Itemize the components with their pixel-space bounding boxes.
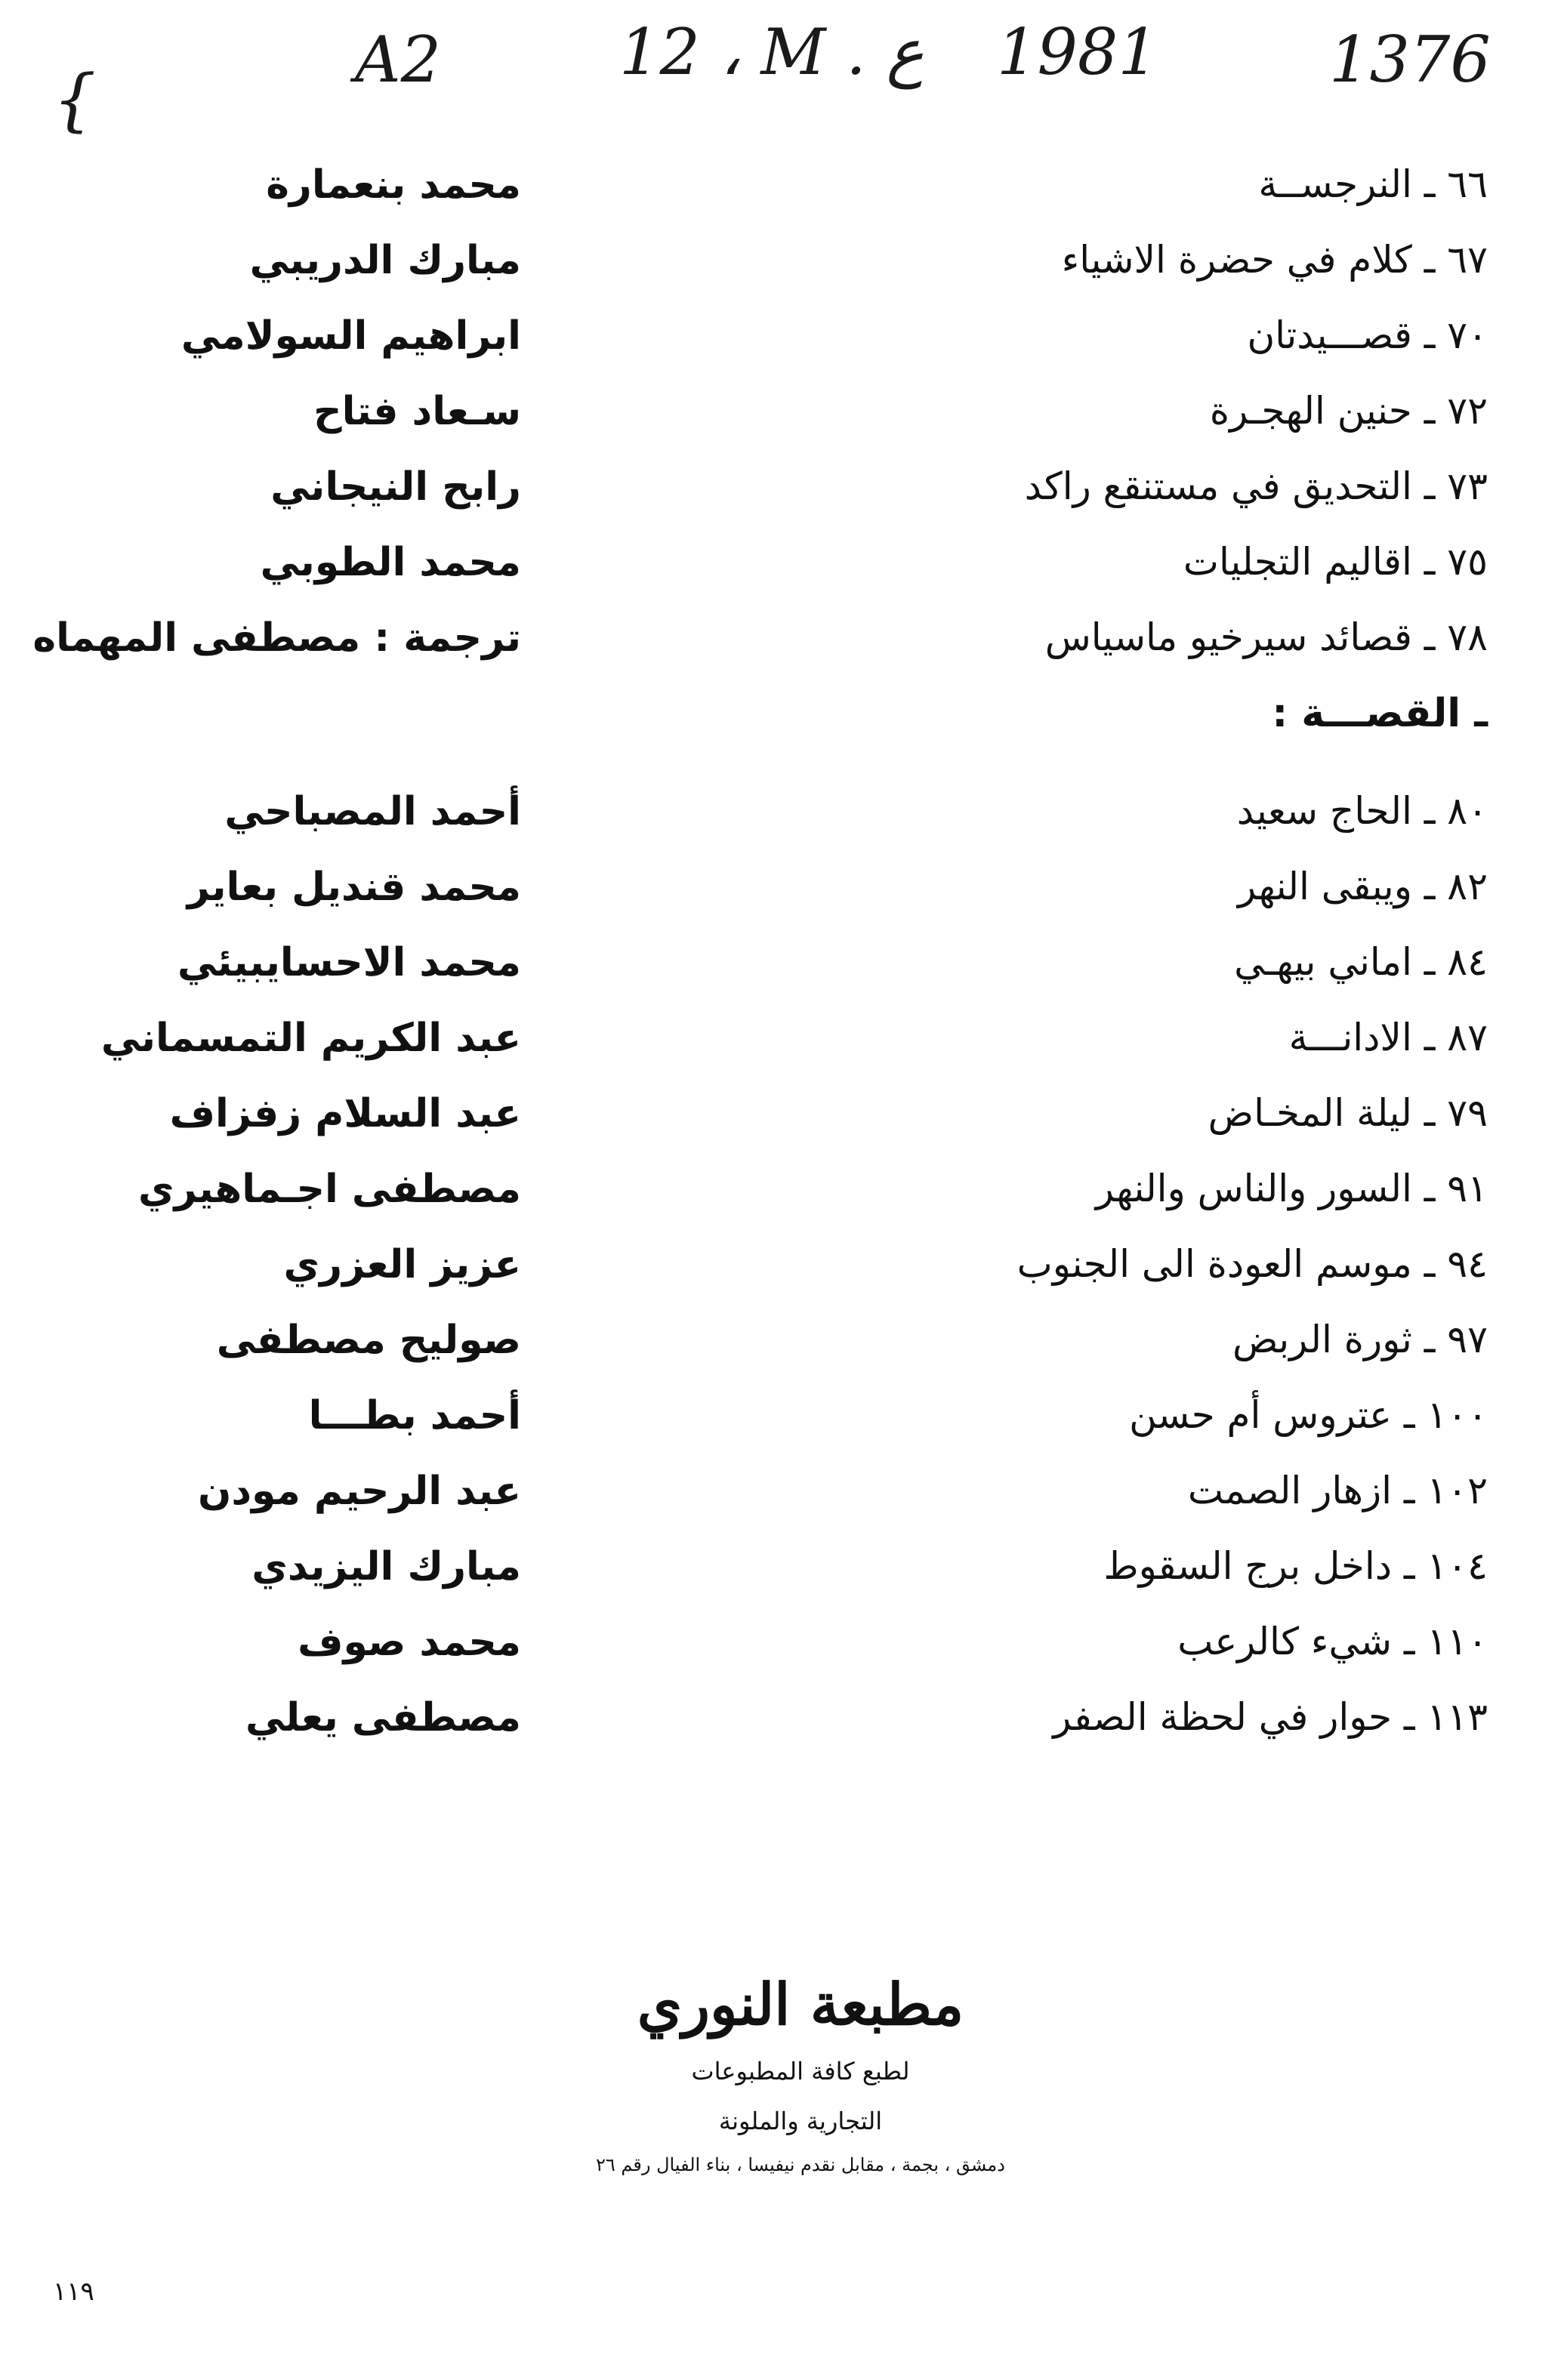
printer-tagline-2: التجارية والملونة: [718, 2107, 883, 2135]
entry-title: ٨٢ ـ ويبقى النهر: [1237, 865, 1488, 908]
entry-title: ٨٧ ـ الادانـــة: [1288, 1016, 1488, 1059]
toc-row: [106, 1544, 1488, 1620]
printer-imprint: [589, 1963, 1012, 2184]
handwritten-bracket: {: [53, 60, 97, 140]
section-heading-row: [106, 691, 1488, 789]
handwritten-year: 1981: [997, 15, 1158, 89]
entry-author: أحمد بطـــا: [308, 1393, 521, 1438]
entry-title: ٨٤ ـ اماني بيهـي: [1234, 940, 1488, 984]
entry-author: سـعاد فتاح: [313, 389, 521, 434]
printer-tagline: لطبع كافة المطبوعات: [691, 2057, 910, 2086]
entry-title: ١١٠ ـ شيء كالرعب: [1177, 1620, 1488, 1663]
entry-author: ابراهيم السولامي: [180, 313, 521, 359]
entry-title: ٩١ ـ السور والناس والنهر: [1095, 1167, 1488, 1210]
entry-author: ترجمة : مصطفى المهماه: [32, 615, 521, 661]
entry-title: ٩٤ ـ موسم العودة الى الجنوب: [1016, 1242, 1488, 1286]
entry-author: عبد الكريم التمسماني: [100, 1016, 521, 1061]
toc-row: [106, 1620, 1488, 1695]
toc-row: [106, 1393, 1488, 1469]
toc-row: [106, 1091, 1488, 1167]
entry-author: محمد قنديل بعاير: [187, 865, 521, 910]
entry-title: ٧٩ ـ ليلة المخـاض: [1208, 1091, 1488, 1135]
entry-title: ١٠٢ ـ ازهار الصمت: [1187, 1469, 1488, 1512]
toc-row: [106, 1242, 1488, 1318]
entry-author: رابح النيجاني: [270, 464, 521, 510]
entry-author: عبد السلام زفزاف: [169, 1091, 521, 1136]
entry-author: محمد الاحسايبيئي: [177, 940, 521, 985]
toc-row: [106, 1318, 1488, 1393]
entry-author: مصطفى اجـماهيري: [138, 1167, 521, 1212]
entry-title: ٧٨ ـ قصائد سيرخيو ماسياس: [1044, 615, 1488, 659]
printer-name: مطبعة النوري: [637, 1971, 964, 2038]
entry-author: محمد الطوبي: [260, 540, 521, 585]
toc-row: [106, 1469, 1488, 1544]
handwritten-code: A2: [355, 23, 442, 97]
printer-address: دمشق ، بجمة ، مقابل نقدم نيفيسا ، بناء الفيال رقم ٢٦: [596, 2154, 1005, 2175]
toc-row: [100, 1016, 1488, 1091]
toc-row: [106, 238, 1488, 313]
entry-title: ٦٦ ـ النرجســة: [1258, 162, 1488, 206]
page-number: ١١٩: [53, 2277, 94, 2307]
toc-row: [106, 162, 1488, 238]
entry-title: ٦٧ ـ كلام في حضرة الاشياء: [1061, 238, 1488, 282]
entry-title: ١١٣ ـ حوار في لحظة الصفر: [1053, 1695, 1488, 1739]
entry-author: مبارك اليزيدي: [251, 1544, 521, 1589]
entry-title: ٧٢ ـ حنين الهجـرة: [1209, 389, 1488, 433]
toc-row: [106, 789, 1488, 865]
entry-title: ٧٠ ـ قصـــيدتان: [1247, 313, 1488, 357]
entry-title: ٨٠ ـ الحاج سعيد: [1236, 789, 1488, 833]
toc-row: [106, 540, 1488, 615]
entry-title: ٧٣ ـ التحديق في مستنقع راكد: [1024, 464, 1488, 508]
toc-row: [106, 464, 1488, 540]
toc-row: [106, 1167, 1488, 1242]
toc-row: [106, 865, 1488, 940]
entry-title: ٩٧ ـ ثورة الربض: [1232, 1318, 1488, 1361]
toc-row: [32, 615, 1488, 691]
section-heading-story: ـ القصـــة :: [1272, 691, 1488, 736]
entry-author: عزيز العزري: [283, 1242, 521, 1287]
toc-row: [106, 313, 1488, 389]
entry-author: مبارك الدريبي: [249, 238, 521, 283]
handwritten-annotations: [0, 15, 1564, 140]
entry-author: صوليح مصطفى: [216, 1318, 521, 1363]
entry-author: عبد الرحيم مودن: [197, 1469, 521, 1514]
entry-author: محمد بنعمارة: [266, 162, 521, 208]
toc-row: [106, 1695, 1488, 1771]
entry-author: أحمد المصباحي: [224, 789, 521, 834]
entry-title: ١٠٤ ـ داخل برج السقوط: [1103, 1544, 1488, 1588]
table-of-contents: [32, 162, 1488, 1771]
entry-author: محمد صوف: [298, 1620, 521, 1665]
handwritten-number: 1376: [1329, 23, 1491, 97]
handwritten-reference: 12 ، M . ع: [619, 15, 924, 89]
toc-row: [106, 389, 1488, 464]
entry-title: ١٠٠ ـ عتروس أم حسن: [1129, 1393, 1488, 1437]
toc-row: [106, 940, 1488, 1016]
entry-title: ٧٥ ـ اقاليم التجليات: [1183, 540, 1488, 584]
entry-author: مصطفى يعلي: [245, 1695, 521, 1740]
